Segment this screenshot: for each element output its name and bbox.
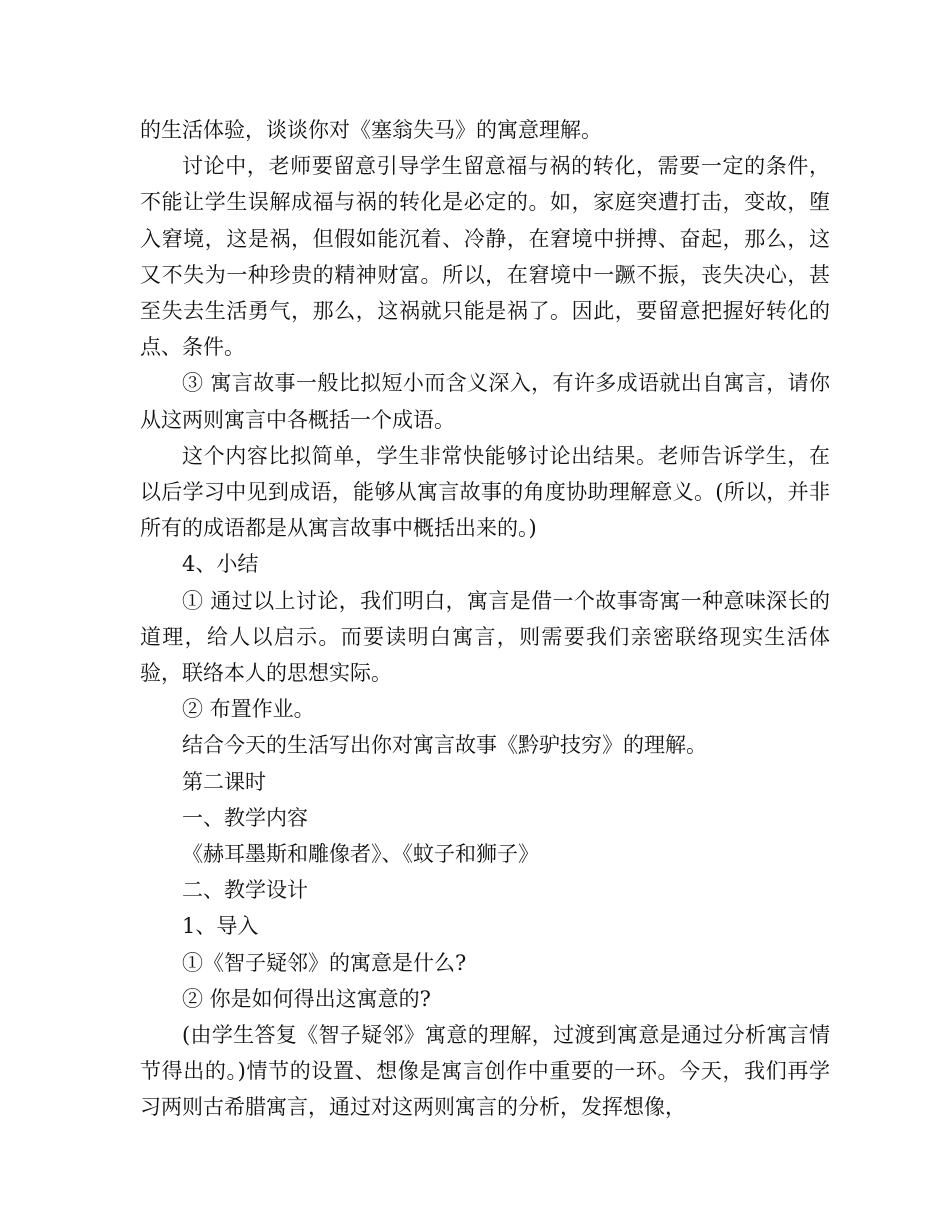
paragraph-homework: 结合今天的生活写出你对寓言故事《黔驴技穷》的理解。 — [182, 733, 707, 758]
heading-summary: 4、小结 — [182, 552, 259, 577]
paragraph-transition: (由学生答复《智子疑邻》寓意的理解，过渡到寓意是通过分析寓言情节得出的。)情节的设置、想像是寓言创作中重要的一环。今天，我们再学习两则古希腊寓言，通过对这两则寓言的分析，发挥想像， — [140, 1023, 830, 1120]
heading-second-lesson: 第二课时 — [182, 769, 266, 794]
paragraph-summary-1: ① 通过以上讨论，我们明白，寓言是借一个故事寄寓一种意味深长的道理，给人以启示。而要读明白寓言，则需要我们亲密联络现实生活体验，联络本人的思想实际。 — [140, 588, 830, 686]
paragraph-intro-question-1: ①《智子疑邻》的寓意是什么? — [182, 950, 467, 975]
paragraph-summary-2: ② 布置作业。 — [182, 697, 315, 722]
paragraph-question-3: ③ 寓言故事一般比拟短小而含义深入，有许多成语就出自寓言，请你从这两则寓言中各概括一个成语。 — [140, 371, 830, 432]
paragraph-continuation: 的生活体验，谈谈你对《塞翁失马》的寓意理解。 — [140, 118, 602, 142]
paragraph-idiom-note: 这个内容比拟简单，学生非常快能够讨论出结果。老师告诉学生，在以后学习中见到成语，能够从寓言故事的角度协助理解意义。(所以，并非所有的成语都是从寓言故事中概括出来的。) — [140, 443, 830, 541]
document-body — [140, 112, 830, 1126]
paragraph-discussion-guidance: 讨论中，老师要留意引导学生留意福与祸的转化，需要一定的条件，不能让学生误解成福与祸的转化是必定的。如，家庭突遭打击，变故，堕入窘境，这是祸，但假如能沉着、冷静，在窘境中拼搏、奋起，那么，这又不失为一种珍贵的精神财富。所以，在窘境中一蹶不振，丧失决心，甚至失去生活勇气，那么，这祸就只能是祸了。因此，要留意把握好转化的点、条件。 — [140, 154, 830, 360]
heading-teaching-design: 二、教学设计 — [182, 878, 308, 903]
paragraph-fable-titles: 《赫耳墨斯和雕像者》、《蚊子和狮子》 — [182, 842, 539, 867]
paragraph-intro-question-2: ② 你是如何得出这寓意的? — [182, 986, 431, 1011]
heading-teaching-content: 一、教学内容 — [182, 805, 308, 830]
heading-introduction: 1、导入 — [182, 914, 259, 939]
